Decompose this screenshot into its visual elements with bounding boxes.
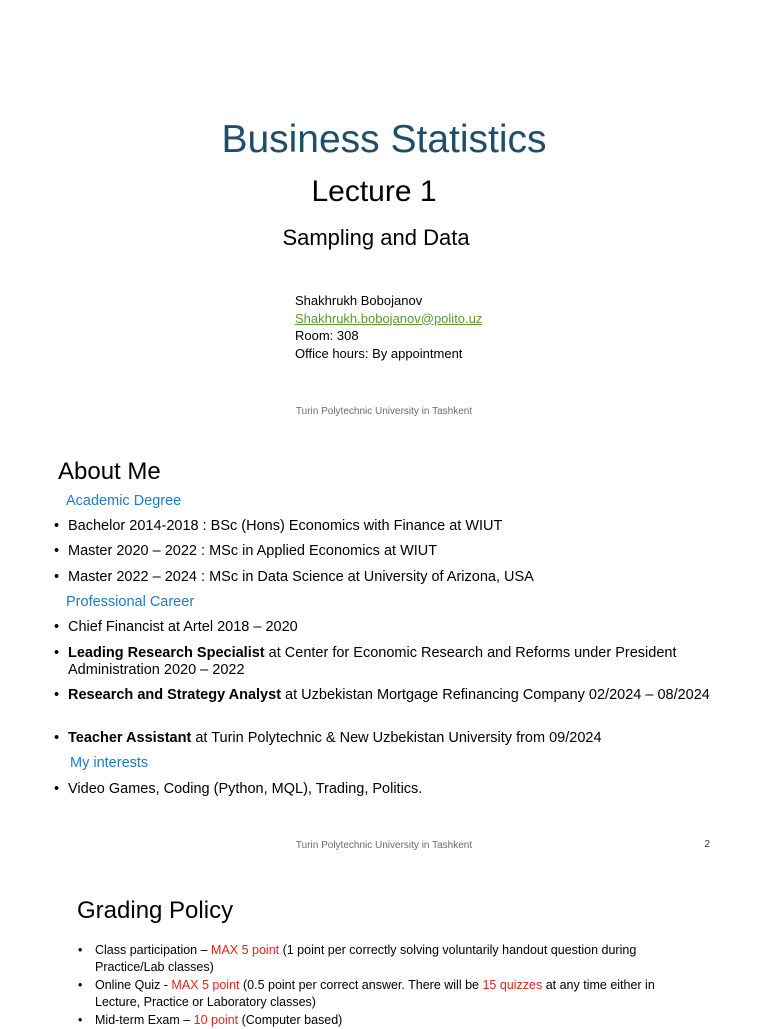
list-item: • Class participation – MAX 5 point (1 point per correctly solving voluntarily handout question during Practice/Lab classes) xyxy=(78,943,637,974)
presentation-title: Business Statistics xyxy=(221,118,547,161)
bullet-icon: • xyxy=(78,978,83,992)
slide-grading-policy xyxy=(0,864,768,1027)
bullet-icon: • xyxy=(54,730,60,746)
list-item: • Online Quiz - MAX 5 point (0.5 point per correct answer. There will be 15 quizzes at any time either in Lecture, Practice or Laboratory classes) xyxy=(78,978,655,1009)
list-item: • Research and Strategy Analyst at Uzbekistan Mortgage Refinancing Company 02/2024 – 08/2024 xyxy=(54,687,710,703)
bullet-icon: • xyxy=(54,645,60,661)
slide-heading: About Me xyxy=(58,458,161,485)
page-number: 2 xyxy=(704,839,710,850)
list-item: • Chief Financist at Artel 2018 – 2020 xyxy=(54,619,298,635)
section-academic-degree: Academic Degree xyxy=(66,493,182,509)
lecture-number: Lecture 1 xyxy=(311,175,437,208)
list-item: • Bachelor 2014-2018 : BSc (Hons) Economics with Finance at WIUT xyxy=(54,518,503,534)
email-link[interactable]: Shakhrukh.bobojanov@polito.uz xyxy=(295,310,483,326)
contact-block xyxy=(295,292,482,362)
section-professional-career: Professional Career xyxy=(66,594,195,610)
slide-footer: Turin Polytechnic University in Tashkent xyxy=(295,840,473,851)
slide-title xyxy=(0,0,768,440)
instructor-name: Shakhrukh Bobojanov xyxy=(295,293,423,308)
slide-footer: Turin Polytechnic University in Tashkent xyxy=(295,406,473,417)
bullet-icon: • xyxy=(54,687,60,703)
bullet-icon: • xyxy=(54,518,60,534)
list-item: • Master 2022 – 2024 : MSc in Data Science at University of Arizona, USA xyxy=(54,569,534,585)
bullet-icon: • xyxy=(78,943,83,957)
room-info: Room: 308 xyxy=(295,328,359,343)
bullet-icon: • xyxy=(54,543,60,559)
bullet-icon: • xyxy=(54,569,60,585)
bullet-icon: • xyxy=(54,781,60,797)
list-item: • Video Games, Coding (Python, MQL), Trading, Politics. xyxy=(54,781,423,797)
slide-about-me xyxy=(0,440,768,864)
bullet-icon: • xyxy=(78,1013,83,1027)
list-item: • Master 2020 – 2022 : MSc in Applied Economics at WIUT xyxy=(54,543,438,559)
list-item: • Teacher Assistant at Turin Polytechnic & New Uzbekistan University from 09/2024 xyxy=(54,730,602,746)
list-item: • Leading Research Specialist at Center for Economic Research and Reforms under President Administration 2020 – 2022 xyxy=(54,645,677,678)
list-item: • Mid-term Exam – 10 point (Computer based) xyxy=(78,1013,343,1027)
lecture-subtitle: Sampling and Data xyxy=(282,225,470,250)
bullet-icon: • xyxy=(54,619,60,635)
office-hours: Office hours: By appointment xyxy=(295,345,463,361)
section-interests: My interests xyxy=(70,755,149,771)
slide-heading: Grading Policy xyxy=(77,897,234,924)
